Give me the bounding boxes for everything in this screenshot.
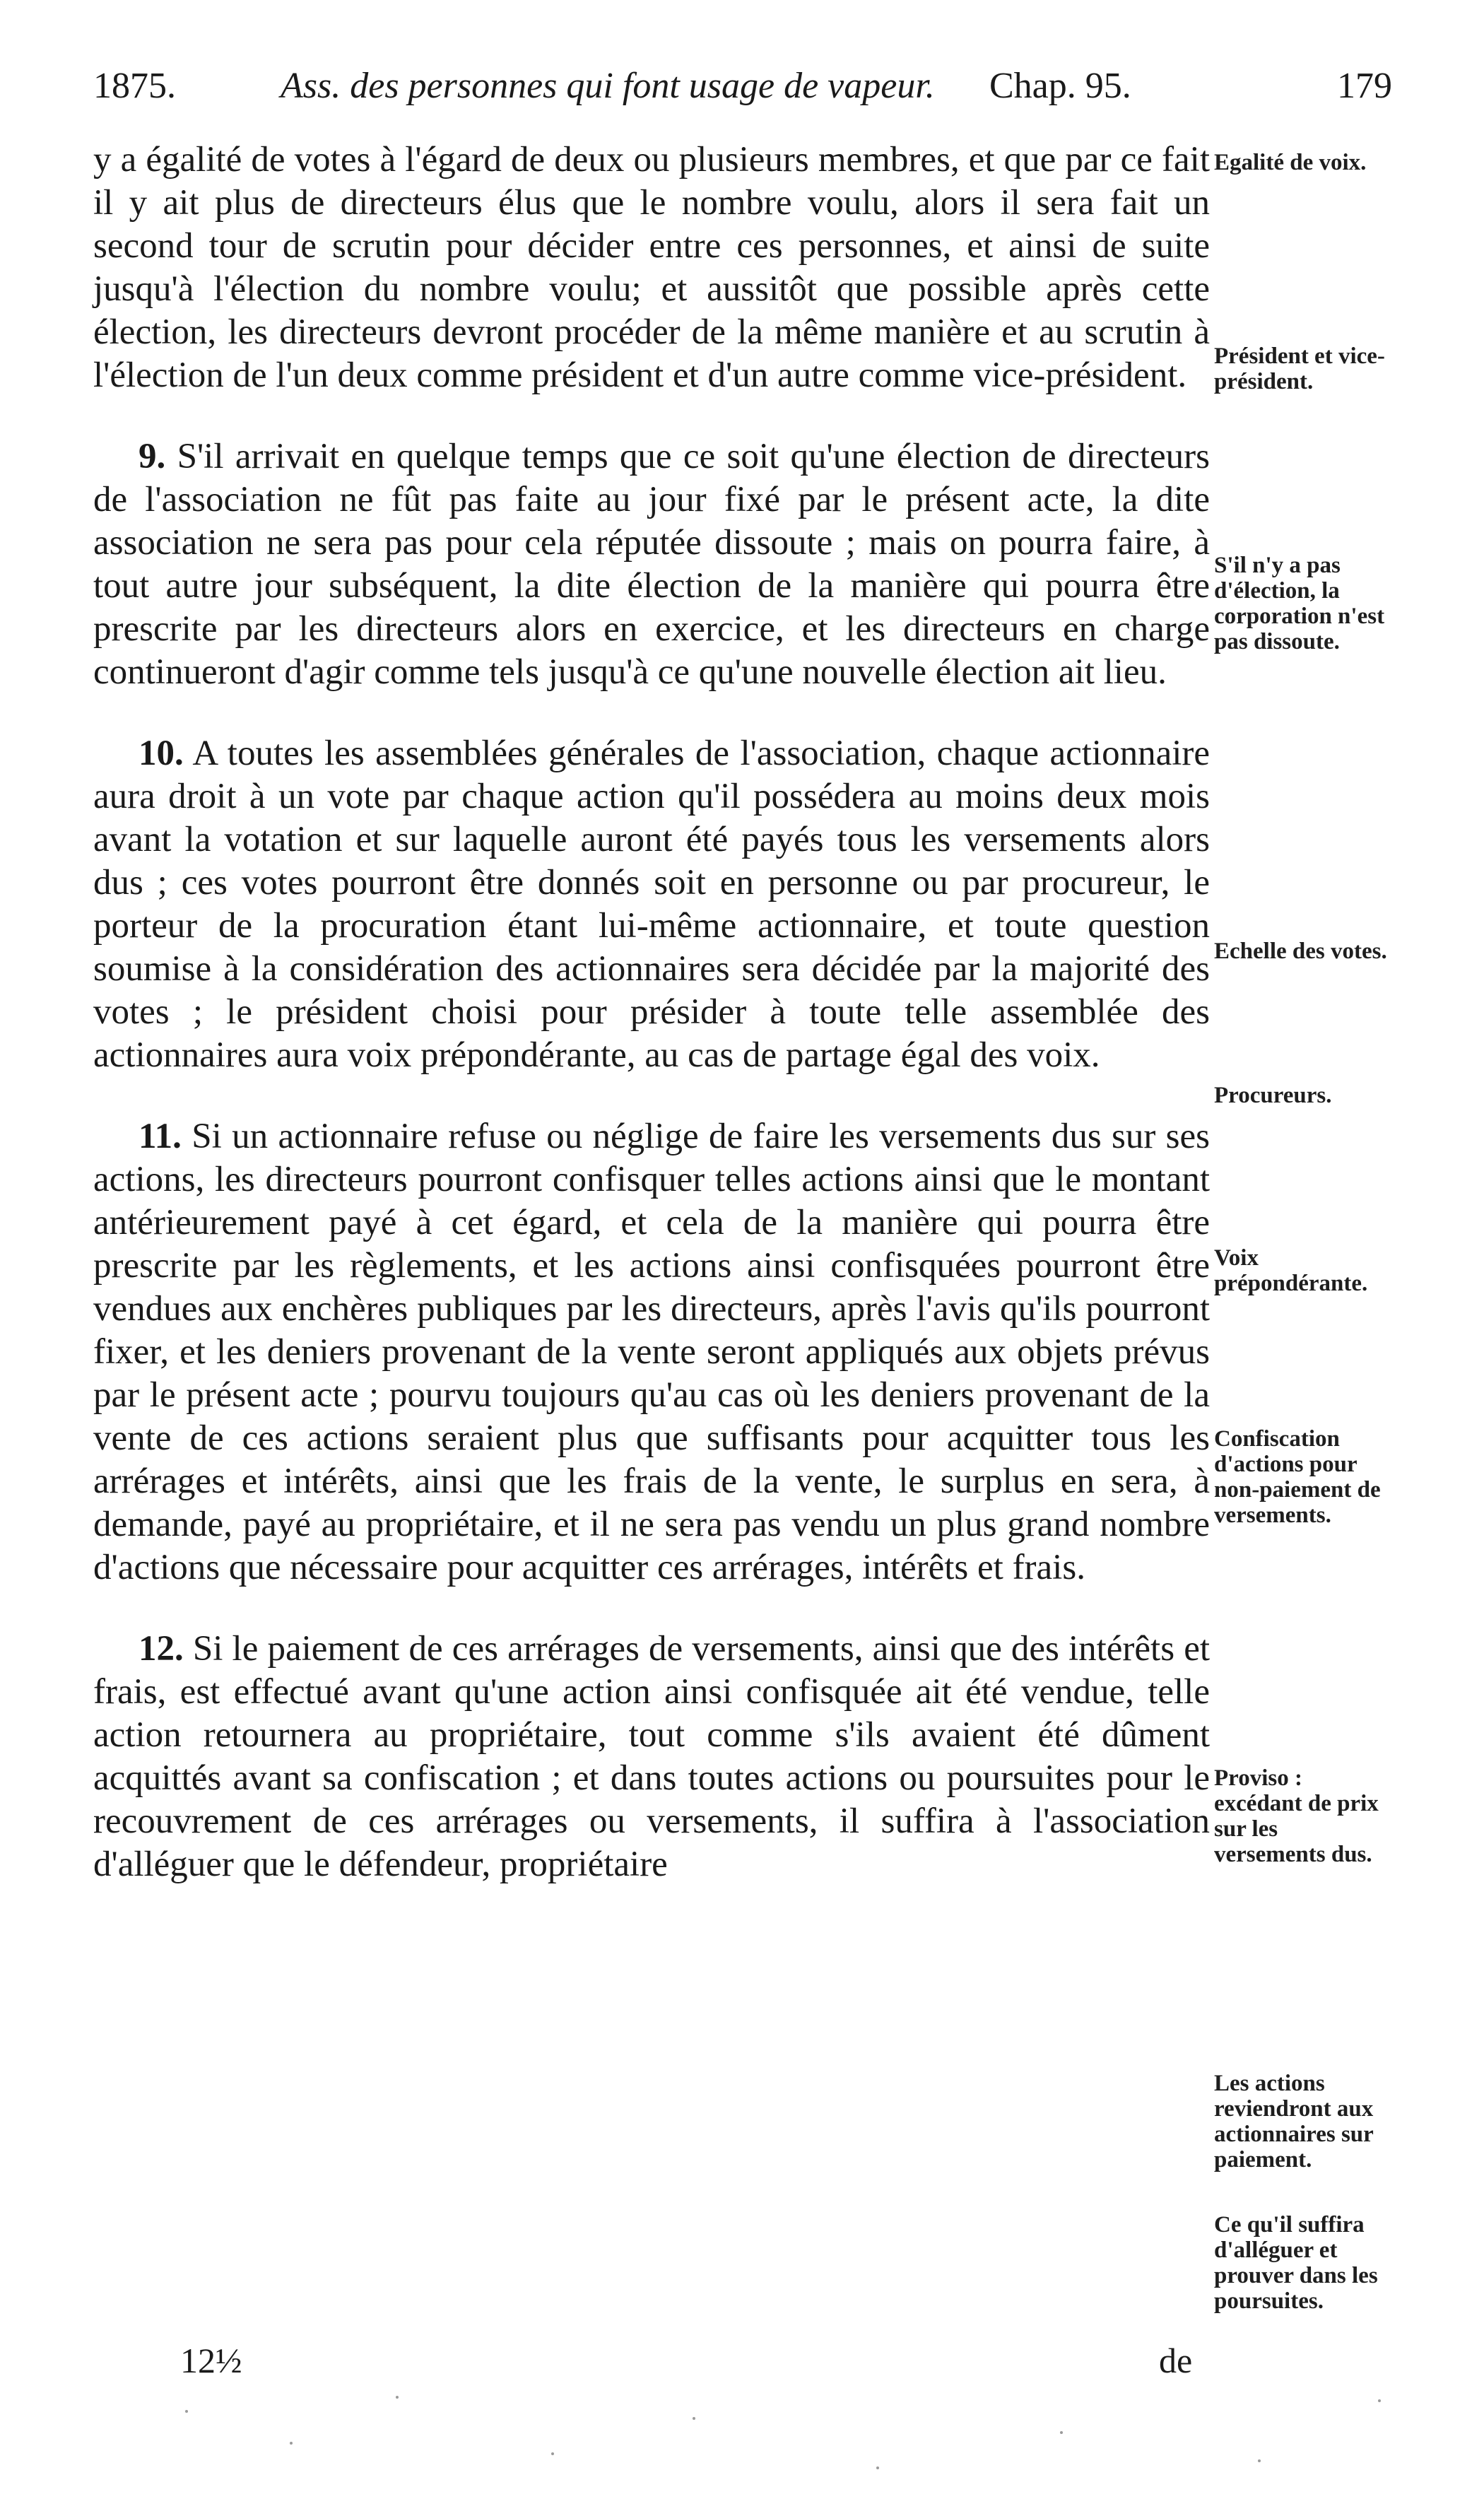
- scan-speck: [551, 2452, 554, 2455]
- header-chapter: Chap. 95.: [989, 66, 1131, 106]
- paragraph-text: S'il arrivait en quelque temps que ce soit qu'une élection de directeurs de l'association ne fût pas faite au jour fixé par le présent acte, la dite association ne sera pas pour cela réputée dissoute ; mais on pourra faire, à tout autre jour subséquent, la dite élection de la manière qui pourra être prescrite par les directeurs alors en exercice, et les directeurs en charge continueront d'agir comme tels jusqu'à ce qu'une nouvelle élection ait lieu.: [93, 437, 1211, 692]
- margin-note-confiscation: Confiscation d'actions pour non-paiement de versements.: [1214, 1426, 1381, 1528]
- scan-speck: [185, 2410, 188, 2413]
- margin-note-alleguer: Ce qu'il suffira d'alléguer et prouver dans les poursuites.: [1214, 2212, 1378, 2314]
- margin-note-dissolution: S'il n'y a pas d'élection, la corporation n'est pas dissoute.: [1214, 553, 1385, 654]
- header-title: Ass. des personnes qui font usage de vapeur.: [281, 66, 935, 106]
- margin-note-egalite: Egalité de voix.: [1214, 150, 1367, 175]
- running-header: [93, 58, 1392, 114]
- section-number: 10.: [139, 734, 184, 773]
- section-11: [93, 1115, 1210, 1589]
- paragraph-text: y a égalité de votes à l'égard de deux ou plusieurs membres, et que par ce fait il y ait plus de directeurs élus que le nombre voulu, alors il sera fait un second tour de scrutin pour décider entre ces personnes, et ainsi de suite jusqu'à l'élection du nombre voulu; et aussitôt que possible après cette élection, les directeurs devront procéder de la même manière et au scrutin à l'élection de l'un deux comme président et d'un autre comme vice-président.: [93, 140, 1210, 395]
- margin-note-actions: Les actions reviendront aux actionnaires sur paiement.: [1214, 2071, 1374, 2172]
- section-number: 11.: [139, 1117, 182, 1156]
- scan-speck: [876, 2466, 879, 2469]
- margin-note-president: Président et vice-président.: [1214, 343, 1385, 394]
- section-number: 9.: [139, 437, 166, 476]
- scan-speck: [1258, 2459, 1261, 2462]
- margin-note-echelle: Echelle des votes.: [1214, 939, 1387, 964]
- margin-note-voix: Voix prépondérante.: [1214, 1245, 1368, 1296]
- page-number: 179: [1337, 66, 1392, 106]
- catchword: de: [1159, 2341, 1193, 2380]
- section-9: [93, 435, 1210, 694]
- scan-speck: [693, 2417, 695, 2420]
- paragraph-text: Si un actionnaire refuse ou néglige de faire les versements dus sur ses actions, les directeurs pourront confisquer telles actions ainsi que le montant antérieurement payé à cet égard, et cela de la manière qui pourra être prescrite par les règlements, et les actions ainsi confisquées pourront être vendues aux enchères publiques par les directeurs, après l'avis qu'ils pourront fixer, et les deniers provenant de la vente seront appliqués aux objets prévus par le présent acte ; pourvu toujours qu'au cas où les deniers provenant de la vente de ces actions seraient plus que suffisants pour acquitter tous les arrérages et intérêts, ainsi que les frais de la vente, le surplus en sera, à demande, payé au propriétaire, et il ne sera pas vendu un plus grand nombre d'actions que nécessaire pour acquitter ces arrérages, intérêts et frais.: [93, 1117, 1211, 1587]
- scan-speck: [1378, 2399, 1381, 2402]
- paragraph-continuation: [93, 139, 1210, 397]
- paragraph-text: A toutes les assemblées générales de l'association, chaque actionnaire aura droit à un vote par chaque action qu'il possédera au moins deux mois avant la votation et sur laquelle auront été payés tous les versements alors dus ; ces votes pourront être donnés soit en personne ou par procureur, le porteur de la procuration étant lui-même actionnaire, et toute question soumise à la considération des actionnaires sera décidée par la majorité des votes ; le président choisi pour présider à toute telle assemblée des actionnaires aura voix prépondérante, au cas de partage égal des voix.: [93, 734, 1210, 1075]
- signature-mark: 12½: [180, 2341, 242, 2380]
- header-year: 1875.: [93, 66, 176, 106]
- section-number: 12.: [139, 1629, 184, 1669]
- scan-speck: [396, 2396, 399, 2399]
- paragraph-text: Si le paiement de ces arrérages de versements, ainsi que des intérêts et frais, est effectué avant qu'une action ainsi confisquée ait été vendue, telle action retournera au propriétaire, tout comme s'ils avaient été dûment acquittés avant sa confiscation ; et dans toutes actions ou poursuites pour le recouvrement de ces arrérages ou versements, il suffira à l'association d'alléguer que le défendeur, propriétaire: [93, 1629, 1211, 1884]
- margin-note-procureurs: Procureurs.: [1214, 1083, 1332, 1108]
- scan-speck: [290, 2442, 293, 2445]
- body-text: [93, 139, 1210, 1924]
- scan-speck: [1060, 2431, 1063, 2434]
- section-12: [93, 1628, 1210, 1886]
- section-10: [93, 732, 1210, 1077]
- margin-note-proviso: Proviso : excédant de prix sur les versements dus.: [1214, 1765, 1379, 1867]
